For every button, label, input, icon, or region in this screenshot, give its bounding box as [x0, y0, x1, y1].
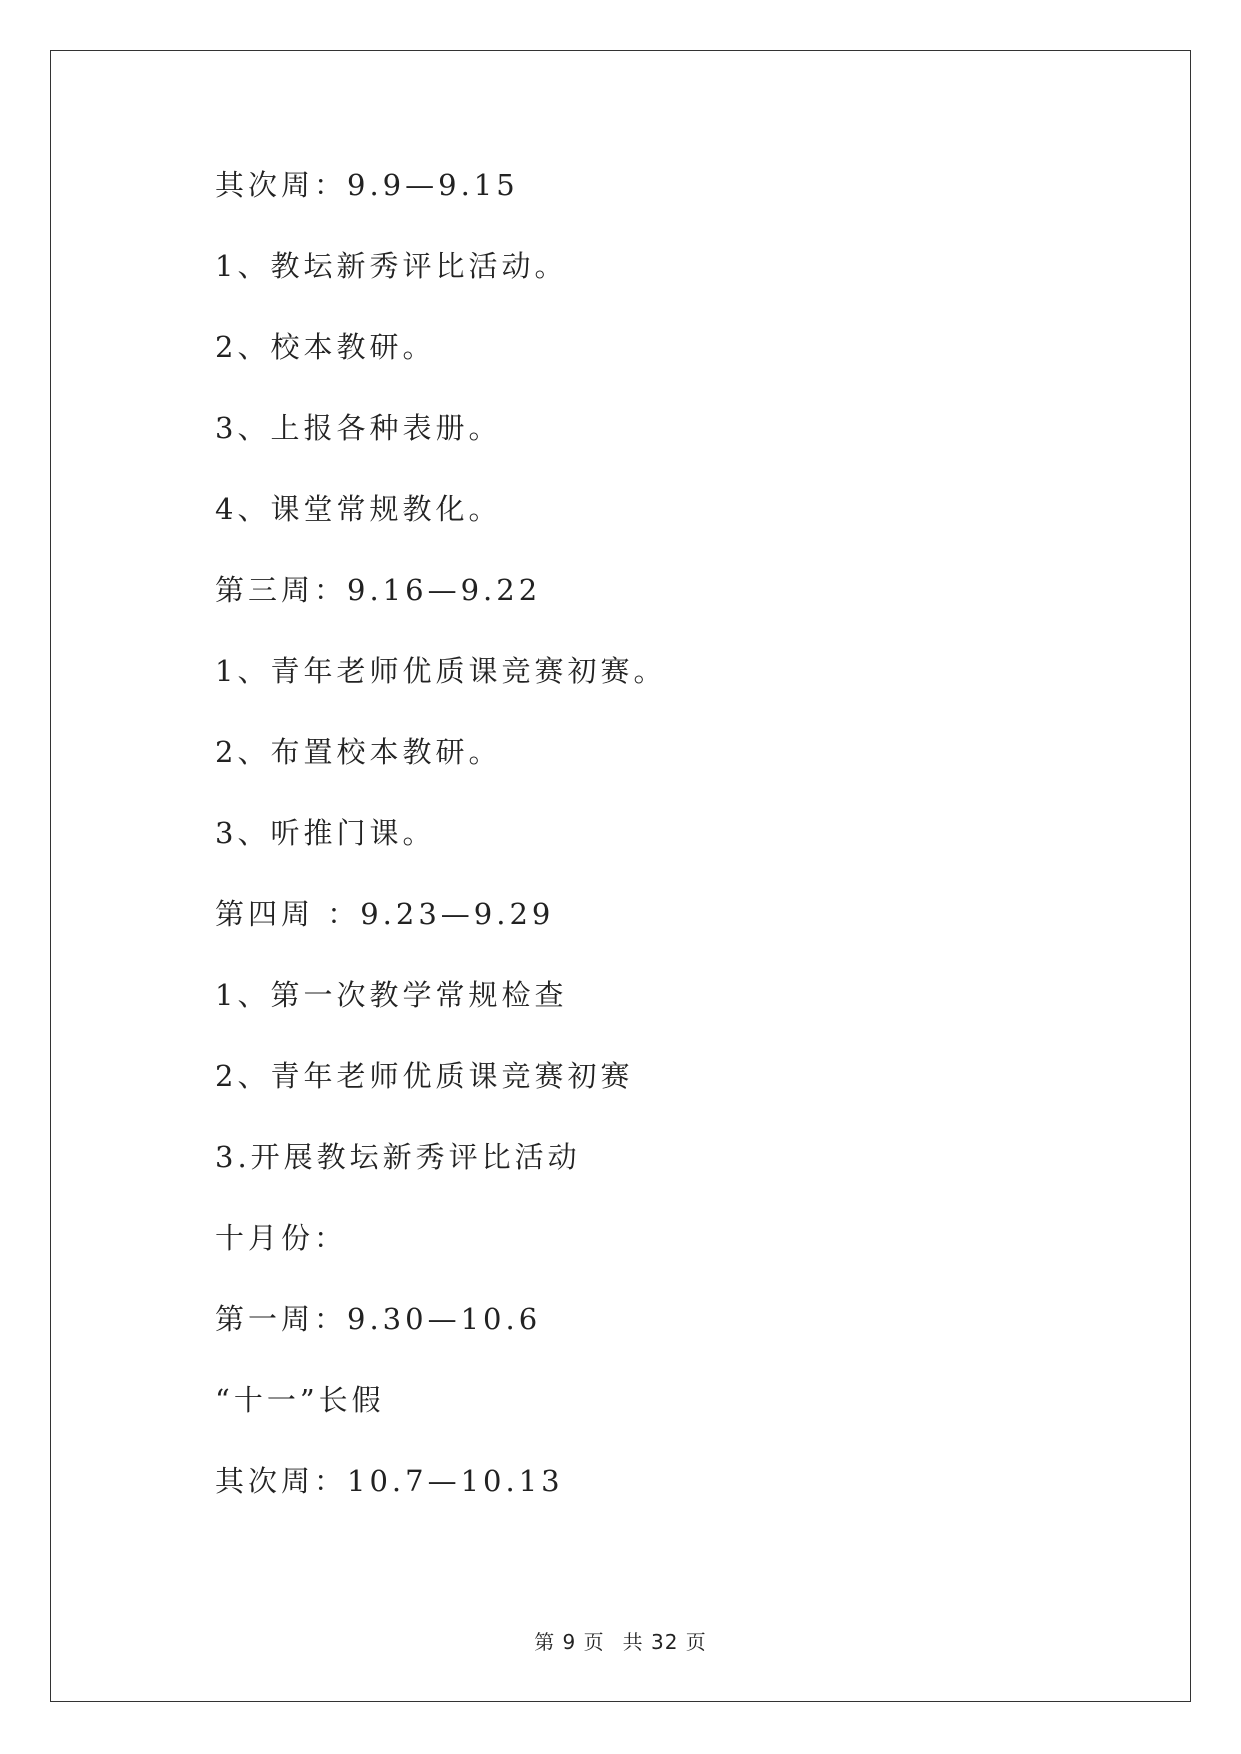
text-line: 第一周：9.30—10.6	[215, 1302, 542, 1336]
text-line: 其次周：9.9—9.15	[215, 168, 519, 202]
text-line: 第四周 ：9.23—9.29	[215, 897, 555, 931]
page-number: 第 9 页	[534, 1630, 605, 1654]
text-line: 其次周：10.7—10.13	[215, 1464, 564, 1498]
text-line: 十月份：	[215, 1221, 348, 1255]
text-line: 1、第一次教学常规检查	[215, 978, 568, 1012]
document-body	[215, 165, 1115, 1542]
text-line: 3、听推门课。	[215, 816, 436, 850]
text-line: 3.开展教坛新秀评比活动	[215, 1140, 581, 1174]
text-line: 第三周：9.16—9.22	[215, 573, 542, 607]
text-line: 2、校本教研。	[215, 330, 436, 364]
page-total: 共 32 页	[622, 1630, 707, 1654]
text-line: 1、教坛新秀评比活动。	[215, 249, 568, 283]
text-line: 2、布置校本教研。	[215, 735, 502, 769]
text-line: 2、青年老师优质课竞赛初赛	[215, 1059, 634, 1093]
text-line: “十一”长假	[215, 1383, 385, 1417]
text-line: 3、上报各种表册。	[215, 411, 502, 445]
text-line: 1、青年老师优质课竞赛初赛。	[215, 654, 667, 688]
text-line: 4、课堂常规教化。	[215, 492, 502, 526]
page-footer	[0, 1626, 1241, 1655]
